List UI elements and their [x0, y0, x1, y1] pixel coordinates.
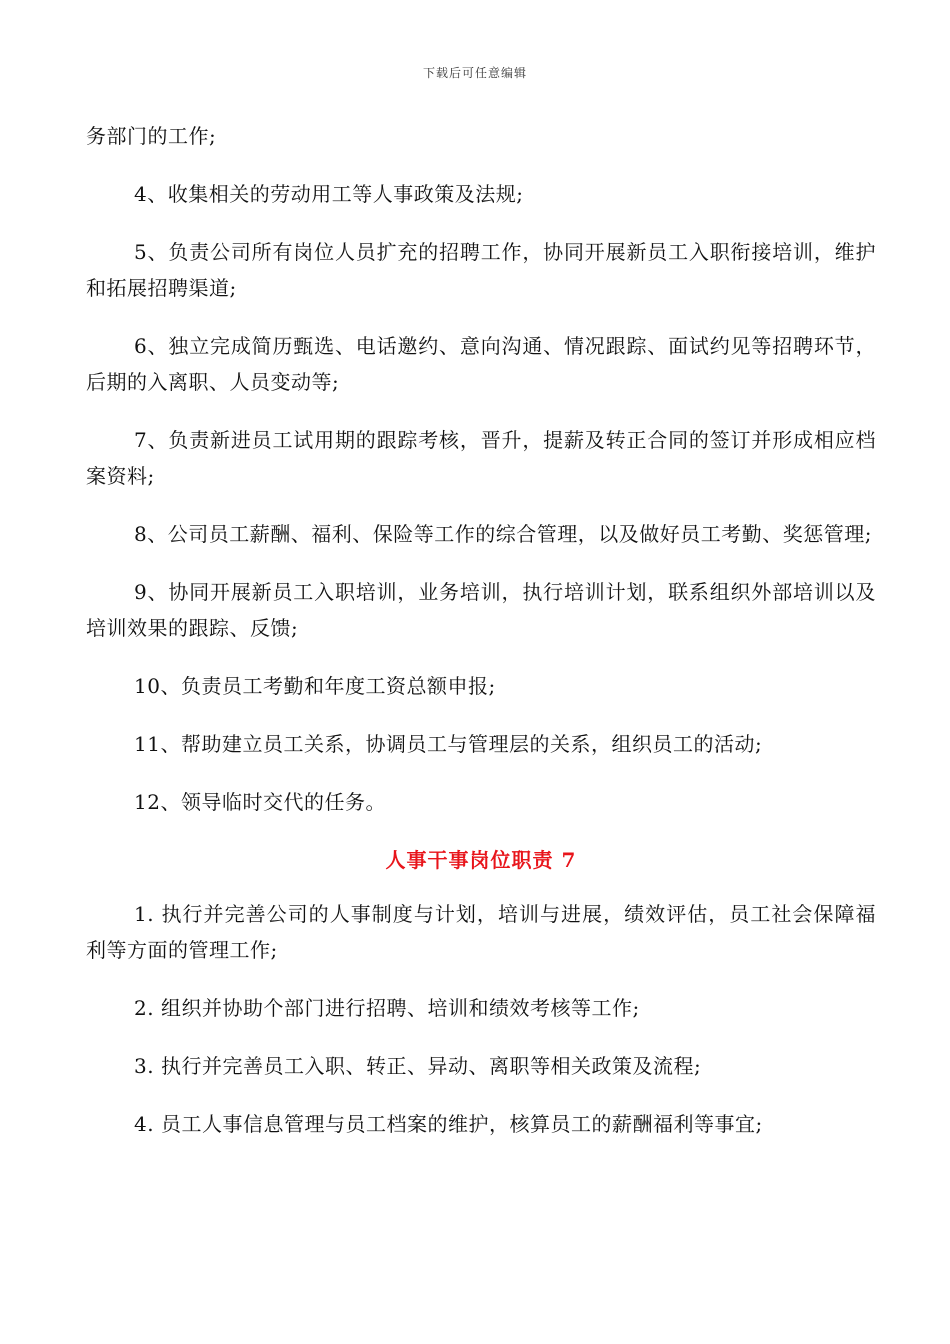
- section-item-2: 2. 组织并协助个部门进行招聘、培训和绩效考核等工作;: [134, 996, 640, 1020]
- duty-item-5: 5、负责公司所有岗位人员扩充的招聘工作，协同开展新员工入职衔接培训，维护和拓展招聘渠道;: [86, 240, 876, 300]
- duty-item-11: 11、帮助建立员工关系，协调员工与管理层的关系，组织员工的活动;: [134, 732, 763, 756]
- duty-item-6: 6、独立完成简历甄选、电话邀约、意向沟通、情况跟踪、面试约见等招聘环节，后期的入离职、人员变动等;: [86, 334, 876, 394]
- document-body: [86, 118, 876, 1164]
- section-item-1: 1. 执行并完善公司的人事制度与计划，培训与进展，绩效评估，员工社会保障福利等方面的管理工作;: [86, 902, 876, 962]
- duty-item-8: 8、公司员工薪酬、福利、保险等工作的综合管理，以及做好员工考勤、奖惩管理;: [134, 522, 872, 546]
- duty-item-12: 12、领导临时交代的任务。: [134, 790, 386, 814]
- duty-item-4: 4、收集相关的劳动用工等人事政策及法规;: [134, 182, 524, 206]
- paragraph-continuation: 务部门的工作;: [86, 124, 217, 148]
- duty-item-7: 7、负责新进员工试用期的跟踪考核，晋升，提薪及转正合同的签订并形成相应档案资料;: [86, 428, 876, 488]
- section-item-3: 3. 执行并完善员工入职、转正、异动、离职等相关政策及流程;: [134, 1054, 702, 1078]
- duty-item-10: 10、负责员工考勤和年度工资总额申报;: [134, 674, 496, 698]
- section-title: 人事干事岗位职责 7: [385, 848, 577, 872]
- section-item-4: 4. 员工人事信息管理与员工档案的维护，核算员工的薪酬福利等事宜;: [134, 1112, 763, 1136]
- header-note: 下载后可任意编辑: [422, 66, 527, 80]
- duty-item-9: 9、协同开展新员工入职培训，业务培训，执行培训计划，联系组织外部培训以及培训效果的跟踪、反馈;: [86, 580, 876, 640]
